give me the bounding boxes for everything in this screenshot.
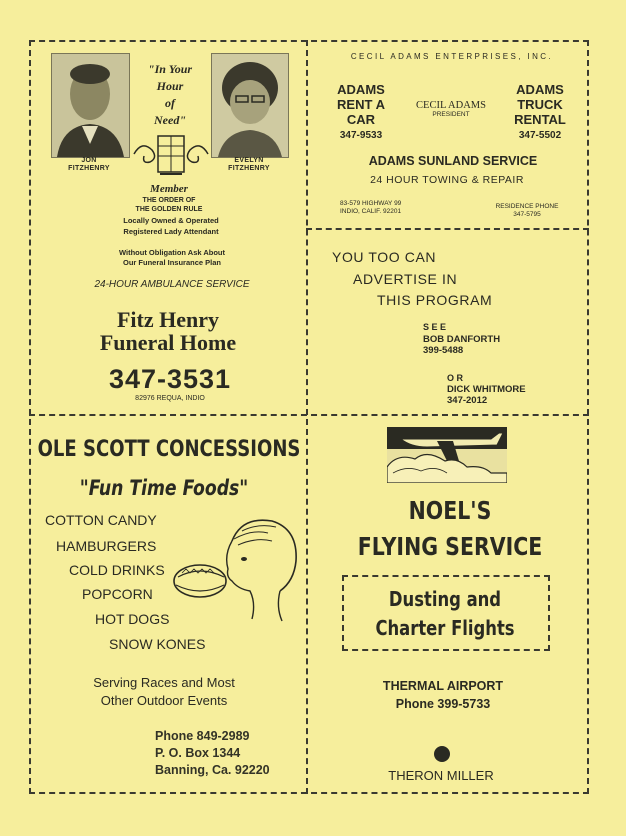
or-label: O R <box>447 373 464 383</box>
insurance-label: Without Obligation Ask About Our Funeral Insurance Plan <box>118 248 226 267</box>
quote-text: "In Your Hour of Need" <box>147 62 193 127</box>
adams-address: 83-579 HIGHWAY 99 INDIO, CALIF. 92201 <box>340 200 402 215</box>
caption-jon: JON FITZHENRY <box>68 157 110 172</box>
caption-evelyn: EVELYN FITZHENRY <box>228 157 270 172</box>
ambulance-label: 24-HOUR AMBULANCE SERVICE <box>94 279 250 290</box>
owner-name: THERON MILLER <box>388 768 494 783</box>
contact-whitmore: DICK WHITMORE 347-2012 <box>447 384 526 406</box>
photo-jon-fitzhenry <box>51 53 130 158</box>
horizontal-divider <box>29 414 589 416</box>
residence-phone: RESIDENCE PHONE 347-5795 <box>495 203 559 218</box>
member-label: Member <box>150 183 188 195</box>
funeral-home-title: Fitz Henry Funeral Home <box>99 307 237 355</box>
item-hamburgers: HAMBURGERS <box>56 538 157 554</box>
concessions-title: OLE SCOTT CONCESSIONS <box>37 437 301 462</box>
rent-a-car: ADAMS RENT A CAR <box>337 82 385 127</box>
contact-danforth: BOB DANFORTH 399-5488 <box>423 334 501 356</box>
funeral-phone: 347-3531 <box>108 364 232 394</box>
right-divider <box>306 228 589 230</box>
golden-rule-seal-icon <box>130 132 212 183</box>
concessions-tagline: "Fun Time Foods" <box>79 476 249 500</box>
president-label: PRESIDENT <box>432 111 470 118</box>
item-snow-kones: SNOW KONES <box>109 636 206 652</box>
owned-label: Locally Owned & Operated <box>123 216 219 225</box>
item-hot-dogs: HOT DOGS <box>95 611 170 627</box>
bullet-dot-icon <box>434 746 450 762</box>
advertise-line-3: THIS PROGRAM <box>377 292 493 308</box>
rent-phone: 347-9533 <box>339 130 383 141</box>
item-cotton-candy: COTTON CANDY <box>45 512 157 528</box>
concessions-contact: Phone 849-2989 P. O. Box 1344 Banning, Ca. 92220 <box>155 729 270 777</box>
flying-title: NOEL'S FLYING SERVICE <box>357 496 543 561</box>
adams-header: CECIL ADAMS ENTERPRISES, INC. <box>350 52 554 61</box>
truck-phone: 347-5502 <box>518 130 562 141</box>
services-label: Dusting and Charter Flights <box>375 587 515 640</box>
see-label: S E E <box>423 322 447 332</box>
truck-rental: ADAMS TRUCK RENTAL <box>514 82 566 127</box>
advertise-line-2: ADVERTISE IN <box>353 271 458 287</box>
item-popcorn: POPCORN <box>82 586 153 602</box>
serving-label: Serving Races and Most Other Outdoor Events <box>93 675 235 708</box>
lady-label: Registered Lady Attendant <box>123 227 219 236</box>
photo-evelyn-fitzhenry <box>211 53 289 158</box>
towing-label: 24 HOUR TOWING & REPAIR <box>370 174 524 186</box>
airport-phone: Phone 399-5733 <box>395 697 491 711</box>
vertical-divider <box>306 40 308 794</box>
crop-duster-plane-icon <box>387 427 507 488</box>
advertise-line-1: YOU TOO CAN <box>332 249 437 265</box>
boy-eating-hamburger-icon <box>172 511 302 628</box>
cecil-adams: CECIL ADAMS <box>416 100 486 111</box>
airport-label: THERMAL AIRPORT <box>382 679 504 693</box>
sunland-service: ADAMS SUNLAND SERVICE <box>368 154 538 168</box>
item-cold-drinks: COLD DRINKS <box>69 562 165 578</box>
funeral-address: 82976 REQUA, INDIO <box>135 395 205 402</box>
order-label: THE ORDER OF THE GOLDEN RULE <box>135 197 203 213</box>
